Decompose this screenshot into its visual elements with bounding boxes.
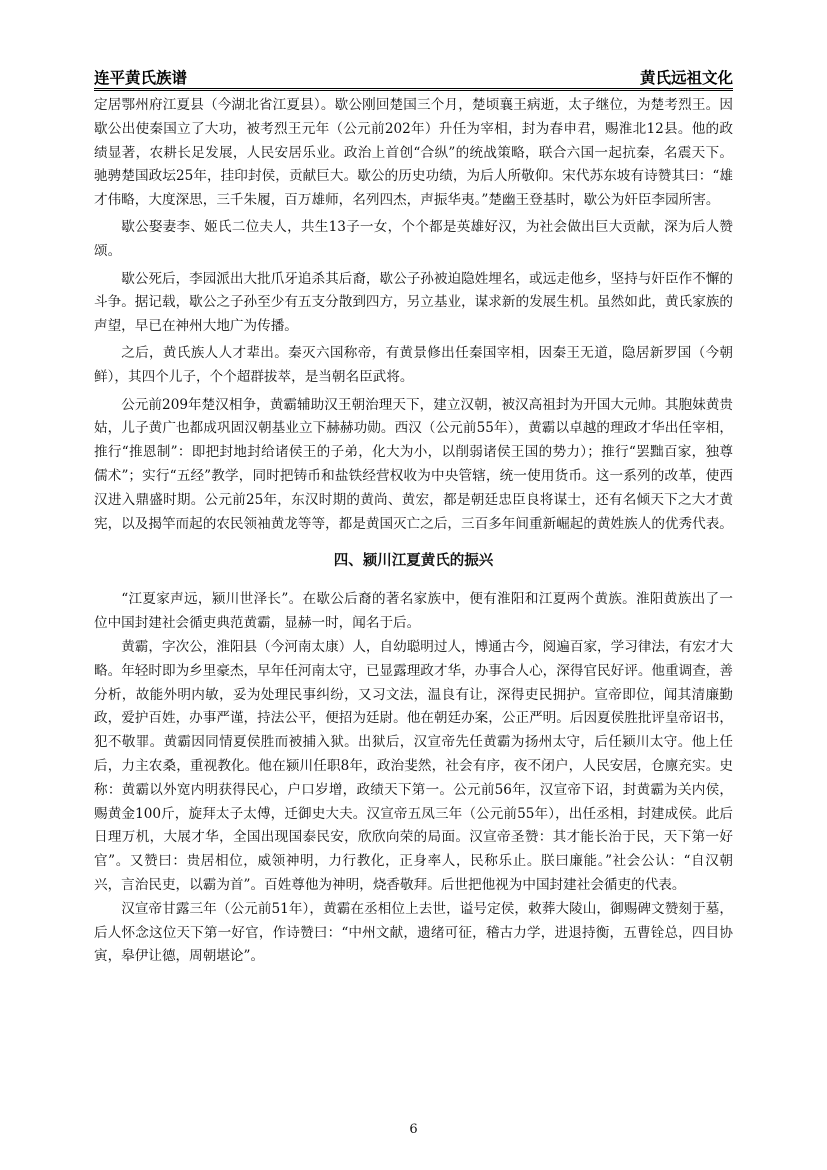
paragraph: 公元前209年楚汉相争，黄霸辅助汉王朝治理天下，建立汉朝，被汉高祖封为开国大元帅。其胞妹黄贵姑，儿子黄广也都成巩固汉朝基业立下赫赫功勋。西汉（公元前55年），黄霸以卓越的理政才华出任宰相，推行“推恩制”：即把封地封给诸侯王的子弟，化大为小，以削弱诸侯王国的势力）；推行“罢黜百家，独尊儒术”；实行“五经”教学，同时把铸币和盐铁经营权收为中央管辖，统一使用货币。这一系列的改革，使西汉进入鼎盛时期。公元前25年，东汉时期的黄尚、黄宏，都是朝廷忠臣良将谋士，还有名倾天下之大才黄宪，以及揭竿而起的农民领袖黄龙等等，都是黄国灭亡之后，三百多年间重新崛起的黄姓族人的优秀代表。 bbox=[94, 396, 733, 532]
document-body bbox=[94, 94, 733, 969]
paragraph: 汉宣帝甘露三年（公元前51年），黄霸在丞相位上去世，谥号定侯，敕葬大陵山，御赐碑文赞刻于墓，后人怀念这位天下第一好官，作诗赞曰：“中州文献，遗绪可征，稽古力学，进退持衡，五曹铨总，四目协寅，皋伊让德，周朝堪论”。 bbox=[94, 900, 733, 965]
page-number: 6 bbox=[409, 1122, 418, 1137]
paragraph: 之后，黄氏族人人才辈出。秦灭六国称帝，有黄景修出任秦国宰相，因秦王无道，隐居新罗国（今朝鲜），其四个儿子，个个超群拔萃，是当朝名臣武将。 bbox=[94, 345, 733, 386]
paragraph: 歇公死后，李园派出大批爪牙追杀其后裔，歇公子孙被迫隐姓埋名，或远走他乡，坚持与奸臣作不懈的斗争。据记载，歇公之子孙至少有五支分散到四方，另立基业，谋求新的发展生机。虽然如此，黄氏家族的声望，早已在神州大地广为传播。 bbox=[94, 270, 733, 335]
paragraph: “江夏家声远，颍川世泽长”。在歇公后裔的著名家族中，便有淮阳和江夏两个黄族。淮阳黄族出了一位中国封建社会循吏典范黄霸，显赫一时，闻名于后。 bbox=[94, 591, 733, 632]
page-header bbox=[94, 62, 733, 88]
header-rule bbox=[94, 88, 733, 91]
paragraph: 定居鄂州府江夏县（今湖北省江夏县）。歇公刚回楚国三个月，楚顷襄王病逝，太子继位，为楚考烈王。因歇公出使秦国立了大功，被考烈王元年（公元前202年）升任为宰相，封为春申君，赐淮北12县。他的政绩显著，农耕长足发展，人民安居乐业。政治上首创“合纵”的统战策略，联合六国一起抗秦，名震天下。驰骋楚国政坛25年，挂印封侯，贡献巨大。歇公的历史功绩，为后人所敬仰。宋代苏东坡有诗赞其曰：“雄才伟略，大度深思，三千朱履，百万雄师，名列四杰，声振华夷。”楚幽王登基时，歇公为奸臣李园所害。 bbox=[94, 97, 733, 209]
paragraph: 歇公娶妻李、姬氏二位夫人，共生13子一女，个个都是英雄好汉，为社会做出巨大贡献，深为后人赞颂。 bbox=[94, 219, 733, 260]
paragraph: 黄霸，字次公，淮阳县（今河南太康）人，自幼聪明过人，博通古今，阅遍百家，学习律法，有宏才大略。年轻时即为乡里豪杰，早年任河南太守，已显露理政才华，办事合人心，深得官民好评。他重调查，善分析，故能外明内敏，妥为处理民事纠纷，又习文法，温良有让，深得吏民拥护。宣帝即位，闻其清廉勤政，爱护百姓，办事严谨，持法公平，便招为廷尉。他在朝廷办案，公正严明。后因夏侯胜批评皇帝诏书，犯不敬罪。黄霸因同情夏侯胜而被捕入狱。出狱后，汉宣帝先任黄霸为扬州太守，后任颍川太守。他上任后，力主农桑，重视教化。他在颍川任职8年，政治斐然，社会有序，夜不闭户，人民安居，仓廪充实。史称：黄霸以外宽内明获得民心，户口岁增，政绩天下第一。公元前56年，汉宣帝下诏，封黄霸为关内侯，赐黄金100斤，旋拜太子太傅，迁御史大夫。汉宣帝五凤三年（公元前55年），出任丞相，封建成侯。此后日理万机，大展才华，全国出现国泰民安，欣欣向荣的局面。汉宣帝圣赞：其才能长治于民，天下第一好官”。又赞曰：贵居相位，威领神明，力行教化，正身率人，民称乐止。朕曰廉能。”社会公认：“自汉朝兴，言治民吏，以霸为首”。百姓尊他为神明，烧香敬拜。后世把他视为中国封建社会循吏的代表。 bbox=[94, 638, 733, 893]
header-left-title: 连平黄氏族谱 bbox=[94, 69, 188, 87]
header-right-title: 黄氏远祖文化 bbox=[639, 69, 733, 87]
section-title: 四、颍川江夏黄氏的振兴 bbox=[333, 553, 494, 570]
